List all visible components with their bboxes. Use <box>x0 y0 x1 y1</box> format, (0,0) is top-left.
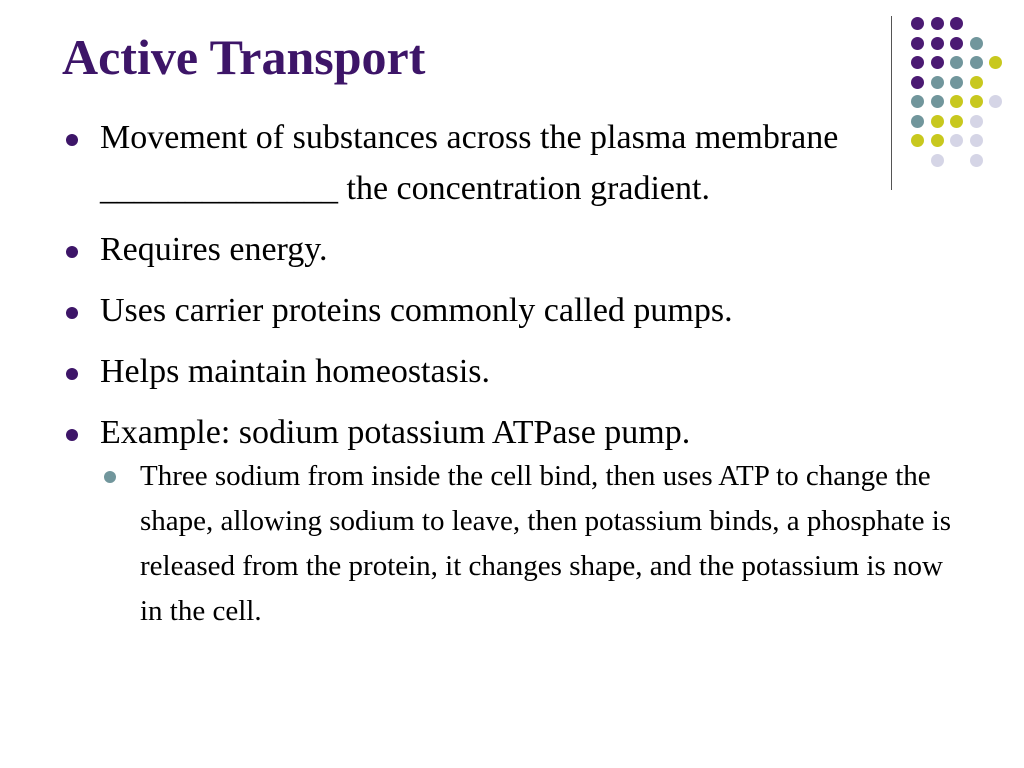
sub-bullet-item <box>100 454 952 634</box>
bullet-item <box>62 407 952 634</box>
bullet-text: Movement of substances across the plasma membrane ______________ the concentration gradient. <box>100 119 839 207</box>
bullet-text: Uses carrier proteins commonly called pumps. <box>100 292 733 329</box>
decorative-dot-teal <box>950 76 963 89</box>
decorative-dot-purple <box>931 37 944 50</box>
bullet-dot-icon <box>66 246 78 258</box>
sub-bullet-text: Three sodium from inside the cell bind, then uses ATP to change the shape, allowing sodium to leave, then potassium binds, a phosphate is released from the protein, it changes shape, and the potassium is now in the cell. <box>140 460 952 627</box>
decorative-dot-yellow <box>970 76 983 89</box>
decorative-dot-yellow <box>970 95 983 108</box>
decorative-dot-teal <box>970 37 983 50</box>
decorative-dot-lavender <box>950 134 963 147</box>
decorative-dot-purple <box>911 56 924 69</box>
bullet-text: Requires energy. <box>100 231 328 268</box>
sub-bullet-list <box>100 454 952 634</box>
decorative-dot-teal <box>931 76 944 89</box>
sub-bullet-dot-icon <box>104 471 116 483</box>
bullet-item <box>62 112 890 214</box>
decorative-dot-yellow <box>989 56 1002 69</box>
decorative-dot-lavender <box>989 95 1002 108</box>
decorative-dot-purple <box>931 17 944 30</box>
decorative-dot-purple <box>950 37 963 50</box>
decorative-dot-lavender <box>970 134 983 147</box>
bullet-dot-icon <box>66 134 78 146</box>
decorative-dot-teal <box>911 95 924 108</box>
decorative-dot-purple <box>931 56 944 69</box>
decorative-dot-lavender <box>970 115 983 128</box>
decorative-dot-purple <box>911 37 924 50</box>
decorative-dot-purple <box>911 17 924 30</box>
bullet-text: Helps maintain homeostasis. <box>100 353 491 390</box>
decorative-dot-teal <box>931 95 944 108</box>
decorative-dot-teal <box>950 56 963 69</box>
decorative-dot-teal <box>970 56 983 69</box>
bullet-item <box>62 224 942 275</box>
bullet-text: Example: sodium potassium ATPase pump. <box>100 414 691 451</box>
slide-title: Active Transport <box>62 29 426 85</box>
bullet-dot-icon <box>66 368 78 380</box>
decorative-dot-lavender <box>970 154 983 167</box>
bullet-dot-icon <box>66 307 78 319</box>
bullet-item <box>62 346 942 397</box>
decorative-dot-yellow <box>950 95 963 108</box>
decorative-dot-yellow <box>950 115 963 128</box>
decorative-dot-purple <box>950 17 963 30</box>
bullet-list <box>62 112 952 644</box>
bullet-item <box>62 285 942 336</box>
bullet-dot-icon <box>66 429 78 441</box>
decorative-dot-purple <box>911 76 924 89</box>
